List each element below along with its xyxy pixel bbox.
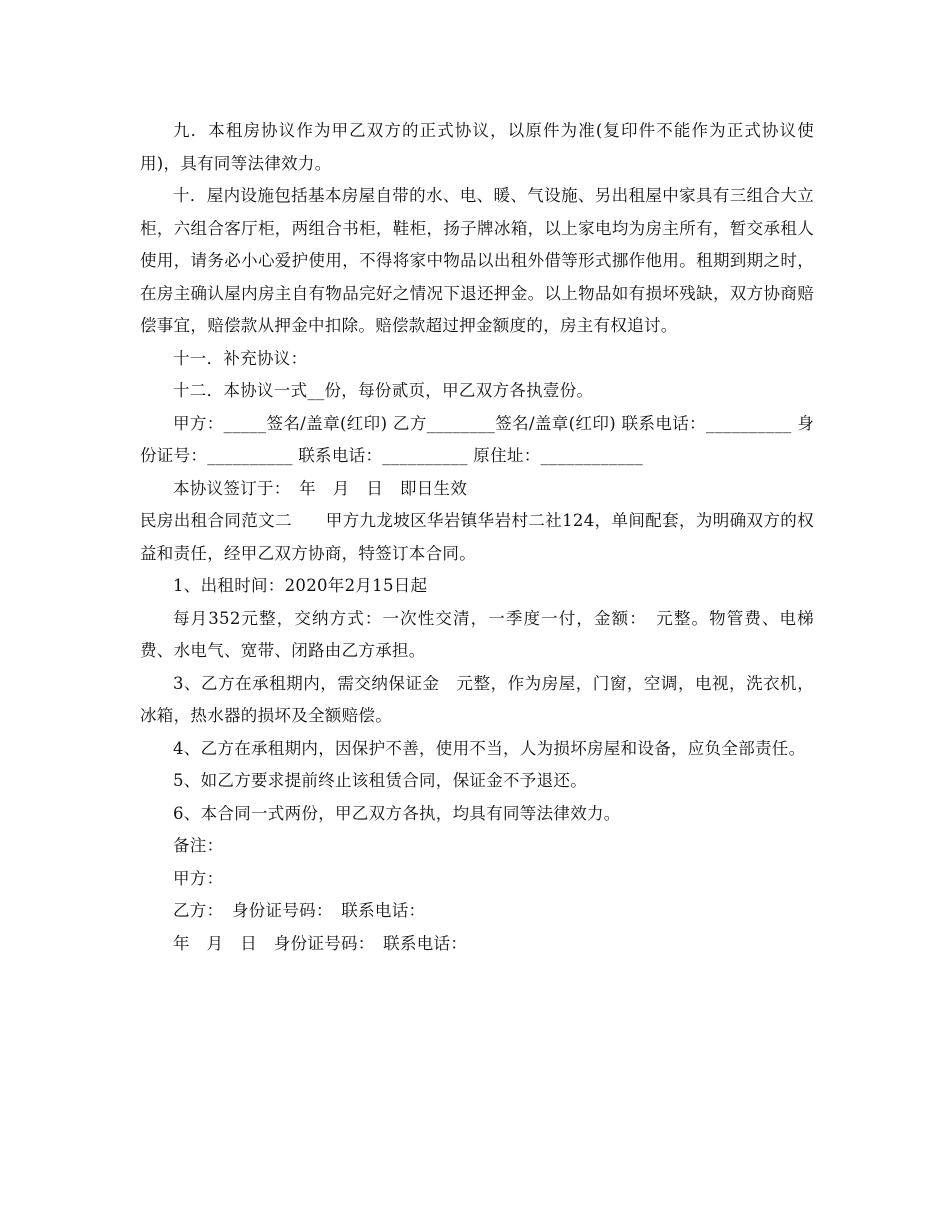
item-5-termination: 5、如乙方要求提前终止该租赁合同，保证金不予退还。 — [173, 771, 587, 790]
signature-line: 甲方：_____签名/盖章(红印) 乙方________签名/盖章(红印) 联系电话：__________ 身份证号：__________ 联系电话：__________ 原住址：____________ — [140, 413, 814, 465]
party-a-label: 甲方： — [173, 868, 224, 888]
remarks-label: 备注： — [173, 836, 224, 855]
clause-10: 十．屋内设施包括基本房屋自带的水、电、暖、气设施、另出租屋中家具有三组合大立柜，六组合客厅柜，两组合书柜，鞋柜，扬子牌冰箱，以上家电均为房主所有，暂交承租人使用，请务必小心爱护使用，不得将家中物品以出租外借等形式挪作他用。租期到期之时，在房主确认屋内房主自有物品完好之情况下退还押金。以上物品如有损坏残缺，双方协商赔偿事宜，赔偿款从押金中扣除。赔偿款超过押金额度的，房主有权追讨。 — [140, 186, 814, 335]
clause-9: 九．本租房协议作为甲乙双方的正式协议，以原件为准(复印件不能作为正式协议使用)，具有同等法律效力。 — [140, 121, 814, 173]
item-3-deposit: 3、乙方在承租期内，需交纳保证金 元整，作为房屋，门窗，空调，电视，洗衣机，冰箱，热水器的损坏及全额赔偿。 — [140, 673, 814, 725]
item-monthly-rent: 每月352元整，交纳方式：一次性交清，一季度一付，金额： 元整。物管费、电梯费、水电气、宽带、闭路由乙方承担。 — [140, 608, 814, 660]
clause-11: 十一．补充协议： — [173, 348, 308, 368]
date-id-line: 年 月 日 身份证号码： 联系电话： — [173, 933, 468, 953]
document-body — [140, 115, 814, 960]
clause-12: 十二．本协议一式__份，每份贰页，甲乙双方各执壹份。 — [173, 381, 594, 400]
item-4-responsibility: 4、乙方在承租期内，因保护不善，使用不当，人为损坏房屋和设备，应负全部责任。 — [173, 738, 806, 758]
item-6-copies: 6、本合同一式两份，甲乙双方各执，均具有同等法律效力。 — [173, 803, 621, 823]
party-b-line: 乙方： 身份证号码： 联系电话： — [173, 901, 426, 920]
item-1-rental-time: 1、出租时间：2020年2月15日起 — [173, 576, 428, 595]
contract-two-intro: 民房出租合同范文二 甲方九龙坡区华岩镇华岩村二社124，单间配套，为明确双方的权益和责任，经甲乙双方协商，特签订本合同。 — [140, 511, 814, 563]
signing-date: 本协议签订于： 年 月 日 即日生效 — [173, 478, 468, 498]
